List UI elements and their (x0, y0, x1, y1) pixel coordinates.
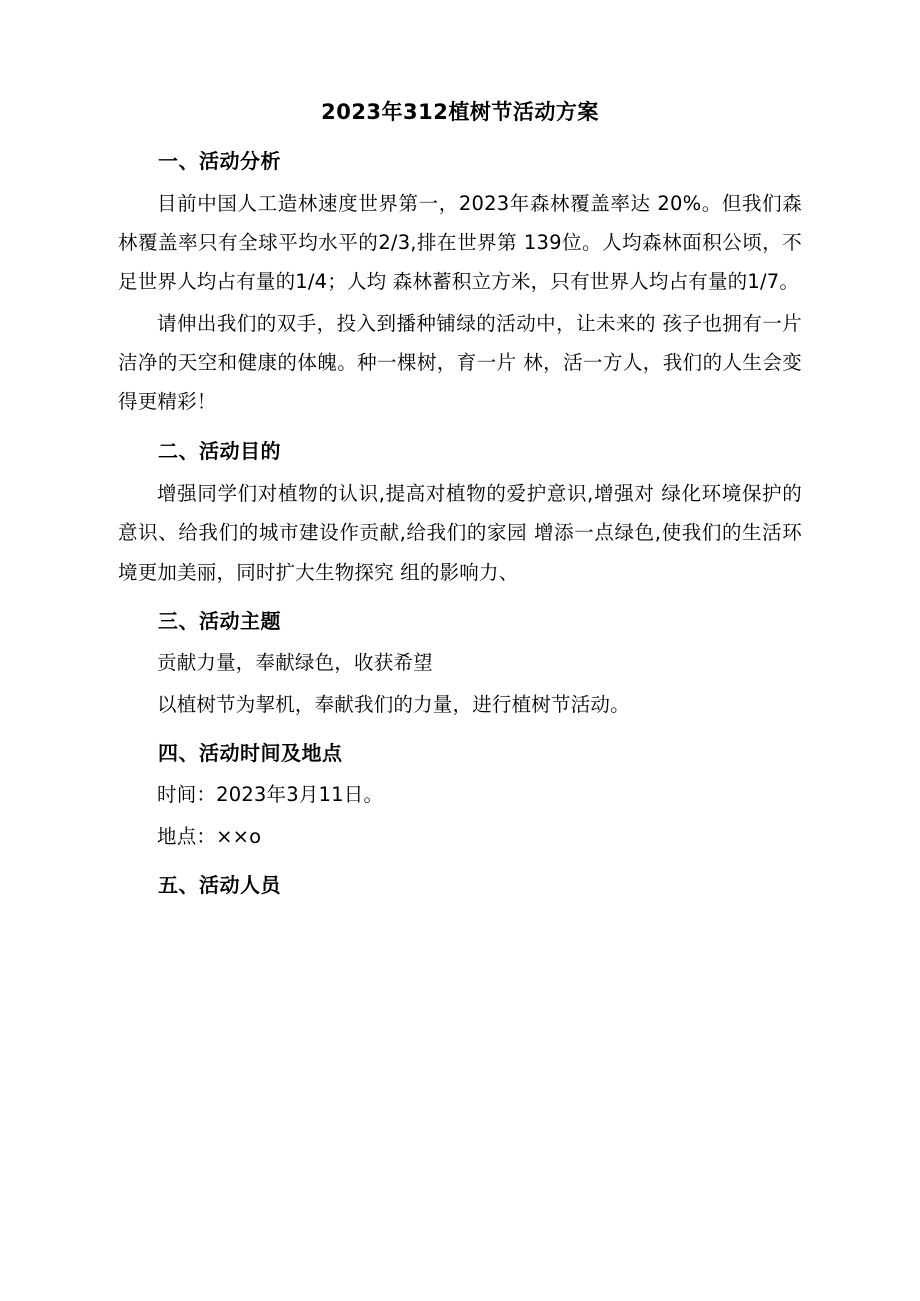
section-heading-4: 四、活动时间及地点 (158, 741, 343, 765)
page-title: 2023年312植树节活动方案 (321, 100, 599, 124)
paragraph: 增强同学们对植物的认识,提高对植物的爱护意识,增强对 绿化环境保护的意识、给我们的城市建设作贡献,给我们的家园 增添一点绿色,使我们的生活环境更加美丽，同时扩大生物探究 组的影响力、 (118, 481, 802, 584)
section-heading-5: 五、活动人员 (158, 873, 281, 898)
paragraph: 时间：2023年3月11日。 (157, 783, 384, 806)
paragraph: 贡献力量，奉献绿色，收获希望 (157, 650, 433, 674)
section-heading-3: 三、活动主题 (158, 608, 281, 633)
paragraph: 地点：××o (157, 825, 262, 849)
paragraph: 目前中国人工造林速度世界第一，2023年森林覆盖率达 20%。但我们森林覆盖率只有全球平均水平的2/3,排在世界第 139位。人均森林面积公顷，不足世界人均占有量的1/4；人均 森林蓄积立方米，只有世界人均占有量的1/7。 (118, 191, 802, 294)
section-heading-1: 一、活动分析 (158, 148, 281, 173)
paragraph: 以植树节为挈机，奉献我们的力量，进行植树节活动。 (157, 692, 630, 716)
section-heading-2: 二、活动目的 (158, 438, 281, 463)
paragraph: 请伸出我们的双手，投入到播种铺绿的活动中，让未来的 孩子也拥有一片洁净的天空和健康的体魄。种一棵树，育一片 林，活一方人，我们的人生会变得更精彩！ (118, 311, 802, 414)
